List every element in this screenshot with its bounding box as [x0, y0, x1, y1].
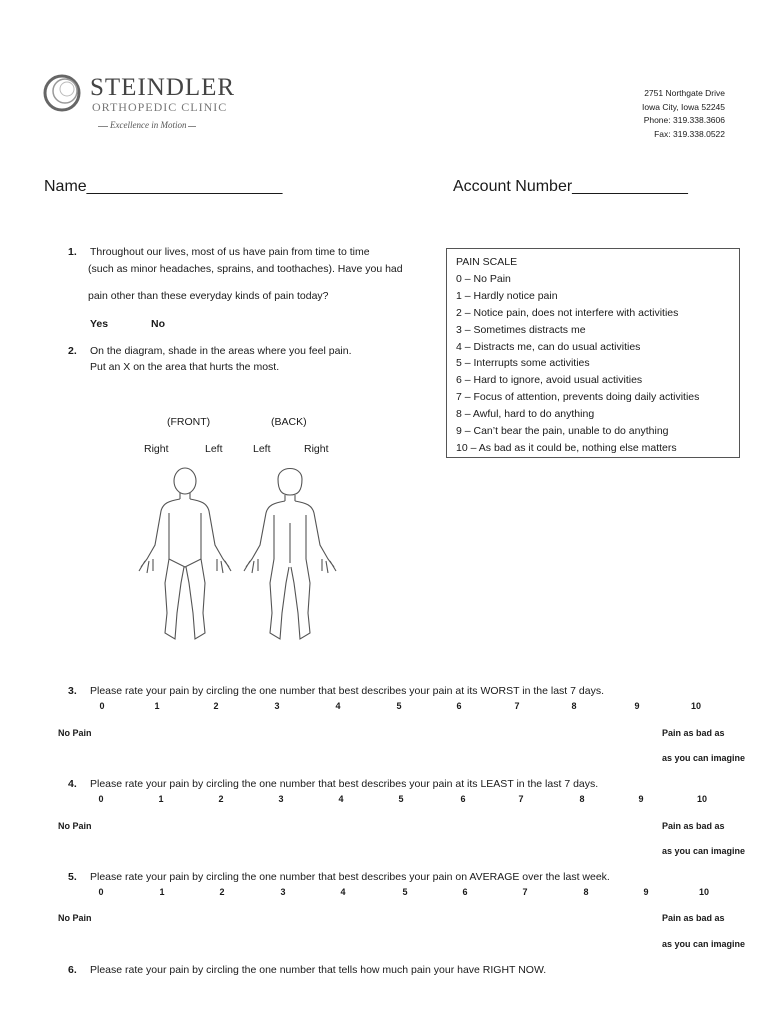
q3-max-pain-label-line2: as you can imagine: [662, 753, 746, 763]
rating-number[interactable]: 0: [99, 701, 105, 711]
q2-number: 2.: [68, 345, 77, 357]
address-fax: Fax: 319.338.0522: [654, 128, 725, 139]
pain-scale-title: PAIN SCALE: [456, 256, 518, 268]
q5-no-pain-label: No Pain: [58, 913, 92, 923]
pain-scale-item: 10 – As bad as it could be, nothing else matters: [456, 441, 677, 454]
q4-max-pain-label-line2: as you can imagine: [662, 846, 746, 856]
rating-number[interactable]: 6: [460, 794, 466, 804]
name-field[interactable]: Name______________________: [44, 178, 283, 195]
rating-number[interactable]: 2: [219, 887, 225, 897]
rating-number[interactable]: 0: [98, 887, 104, 897]
rating-number[interactable]: 6: [456, 701, 462, 711]
rating-number[interactable]: 8: [571, 701, 577, 711]
rating-number[interactable]: 2: [213, 701, 219, 711]
rating-number[interactable]: 9: [638, 794, 644, 804]
rating-number[interactable]: 1: [154, 701, 160, 711]
q3-rating-scale: [0, 701, 770, 713]
pain-scale-item: 7 – Focus of attention, prevents doing daily activities: [456, 391, 700, 404]
rating-number[interactable]: 9: [643, 887, 649, 897]
body-front-diagram[interactable]: [135, 463, 235, 648]
pain-scale-item: 0 – No Pain: [456, 272, 511, 285]
q6-number: 6.: [68, 964, 77, 976]
rating-number[interactable]: 8: [583, 887, 589, 897]
q1-text-line1: Throughout our lives, most of us have pain from time to time: [90, 246, 370, 258]
rating-number[interactable]: 5: [402, 887, 408, 897]
q2-text-line2: Put an X on the area that hurts the most.: [90, 361, 280, 373]
q4-no-pain-label: No Pain: [58, 821, 92, 831]
rating-number[interactable]: 9: [634, 701, 640, 711]
q1-text-line3: pain other than these everyday kinds of pain today?: [88, 290, 329, 302]
rating-number[interactable]: 4: [335, 701, 341, 711]
q4-text: Please rate your pain by circling the one number that best describes your pain at its LEAST in the last 7 days.: [90, 778, 599, 790]
tagline: Excellence in Motion: [110, 120, 187, 130]
q4-rating-scale: [0, 794, 770, 806]
rating-number[interactable]: 7: [518, 794, 524, 804]
q4-max-pain-label-line1: Pain as bad as: [662, 821, 725, 831]
pain-scale-box: [446, 248, 740, 458]
q1-no-option[interactable]: No: [151, 318, 165, 330]
diagram-back-left-label: Left: [253, 443, 271, 455]
diagram-front-right-label: Right: [144, 443, 169, 455]
q5-max-pain-label-line2: as you can imagine: [662, 939, 746, 949]
address-phone: Phone: 319.338.3606: [643, 115, 725, 125]
rating-number[interactable]: 2: [218, 794, 224, 804]
rating-number[interactable]: 10: [690, 701, 701, 711]
rating-number[interactable]: 5: [396, 701, 402, 711]
rating-number[interactable]: 0: [98, 794, 104, 804]
diagram-back-right-label: Right: [304, 443, 329, 455]
rating-number[interactable]: 7: [522, 887, 528, 897]
diagram-front-label: (FRONT): [167, 416, 211, 428]
rating-number[interactable]: 3: [280, 887, 286, 897]
pain-scale-item: 5 – Interrupts some activities: [456, 357, 590, 370]
pain-scale-item: 1 – Hardly notice pain: [456, 289, 558, 302]
address-city: Iowa City, Iowa 52245: [642, 101, 725, 112]
rating-number[interactable]: 8: [579, 794, 585, 804]
body-back-diagram[interactable]: [240, 463, 340, 648]
q5-text: Please rate your pain by circling the one number that best describes your pain on AVERAGE over the last week.: [90, 871, 610, 883]
pain-scale-item: 9 – Can’t bear the pain, unable to do anything: [456, 425, 669, 438]
q6-text: Please rate your pain by circling the one number that tells how much pain your have RIGHT NOW.: [90, 964, 547, 976]
rating-number[interactable]: 1: [158, 794, 164, 804]
rating-number[interactable]: 7: [514, 701, 520, 711]
q3-no-pain-label: No Pain: [58, 728, 92, 738]
q5-number: 5.: [68, 871, 77, 883]
rating-number[interactable]: 4: [338, 794, 344, 804]
pain-scale-item: 3 – Sometimes distracts me: [456, 323, 586, 336]
rating-number[interactable]: 10: [698, 887, 709, 897]
q1-text-line2: (such as minor headaches, sprains, and toothaches). Have you had: [88, 263, 403, 275]
q5-rating-scale: [0, 887, 770, 899]
q5-max-pain-label-line1: Pain as bad as: [662, 913, 725, 923]
account-number-field[interactable]: Account Number_____________: [453, 178, 688, 195]
q1-yes-option[interactable]: Yes: [90, 318, 109, 330]
clinic-logo-icon: [42, 72, 84, 114]
q3-text: Please rate your pain by circling the one number that best describes your pain at its WORST in the last 7 days.: [90, 685, 604, 697]
q3-max-pain-label-line1: Pain as bad as: [662, 728, 725, 738]
q1-number: 1.: [68, 246, 77, 258]
rating-number[interactable]: 10: [696, 794, 707, 804]
clinic-address: [642, 87, 725, 141]
q2-text-line1: On the diagram, shade in the areas where you feel pain.: [90, 345, 352, 357]
rating-number[interactable]: 6: [462, 887, 468, 897]
pain-scale-item: 2 – Notice pain, does not interfere with activities: [456, 306, 679, 319]
rating-number[interactable]: 3: [274, 701, 280, 711]
q3-number: 3.: [68, 685, 77, 697]
pain-scale-item: 8 – Awful, hard to do anything: [456, 408, 595, 421]
diagram-front-left-label: Left: [205, 443, 223, 455]
pain-scale-item: 4 – Distracts me, can do usual activities: [456, 340, 641, 353]
rating-number[interactable]: 5: [398, 794, 404, 804]
address-street: 2751 Northgate Drive: [644, 88, 725, 98]
diagram-back-label: (BACK): [271, 416, 307, 428]
rating-number[interactable]: 1: [159, 887, 165, 897]
clinic-subtitle: ORTHOPEDIC CLINIC: [92, 100, 228, 114]
rating-number[interactable]: 4: [340, 887, 346, 897]
clinic-name: STEINDLER: [90, 74, 236, 101]
q4-number: 4.: [68, 778, 77, 790]
pain-scale-item: 6 – Hard to ignore, avoid usual activities: [456, 374, 643, 387]
rating-number[interactable]: 3: [278, 794, 284, 804]
